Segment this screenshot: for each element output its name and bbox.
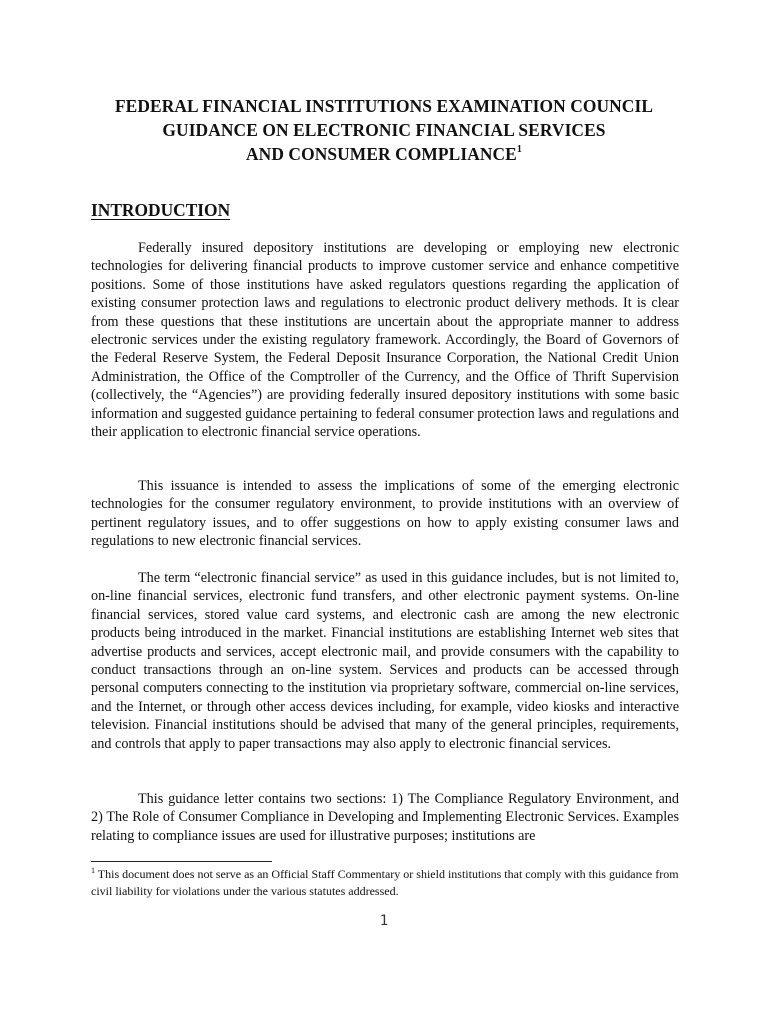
document-title [60,94,708,166]
footnote-divider [91,861,272,862]
footnote-marker: 1 [91,866,95,875]
paragraph-4: This guidance letter contains two sections: 1) The Compliance Regulatory Environment, and 2) The Role of Consumer Compliance in Developing and Implementing Electronic Services. Examples relating to compliance issues are used for illustrative purposes; institutions are [91,791,679,844]
paragraph-1: Federally insured depository institutions are developing or employing new electronic technologies for delivering financial products to improve customer service and enhance competitive positions. Some of those institutions have asked regulators questions regarding the application of existing consumer protection laws and regulations to electronic product delivery methods. It is clear from these questions that these institutions are uncertain about the appropriate manner to address electronic services under the existing regulatory framework. Accordingly, the Board of Governors of the Federal Reserve System, the Federal Deposit Insurance Corporation, the National Credit Union Administration, the Office of the Comptroller of the Currency, and the Office of Thrift Supervision (collectively, the “Agencies”) are providing federally insured depository institutions with some basic information and suggested guidance pertaining to federal consumer protection laws and regulations and their application to electronic financial service operations. [91,240,679,441]
footnote [91,866,679,900]
footnote-text: This document does not serve as an Official Staff Commentary or shield institutions that comply with this guidance from civil liability for violations under the various statutes addressed. [91,867,679,898]
title-line-1: FEDERAL FINANCIAL INSTITUTIONS EXAMINATION COUNCIL [114,96,654,116]
page-number: 1 [379,913,389,929]
paragraph-3: The term “electronic financial service” as used in this guidance includes, but is not limited to, on-line financial services, electronic fund transfers, and other electronic payment systems. On-line financial services, stored value card systems, and electronic cash are among the new electronic products being introduced in the market. Financial institutions are establishing Internet web sites that advertise products and services, accept electronic mail, and provide consumers with the capability to conduct transactions through an on-line system. Services and products can be accessed through personal computers connecting to the institution via proprietary software, commercial on-line services, and the Internet, or through other access devices including, for example, video kiosks and interactive television. Financial institutions should be advised that many of the general principles, requirements, and controls that apply to paper transactions may also apply to electronic financial services. [91,570,679,752]
section-heading-introduction: INTRODUCTION [91,200,231,220]
title-footnote-ref: 1 [516,144,522,156]
paragraph-2: This issuance is intended to assess the implications of some of the emerging electronic technologies for the consumer regulatory environment, to provide institutions with an overview of pertinent regulatory issues, and to offer suggestions on how to apply existing consumer laws and regulations to new electronic financial services. [91,478,679,550]
title-line-3-text: AND CONSUMER COMPLIANCE [246,144,517,164]
title-line-2: GUIDANCE ON ELECTRONIC FINANCIAL SERVICES [162,120,606,140]
title-line-3 [60,142,708,166]
